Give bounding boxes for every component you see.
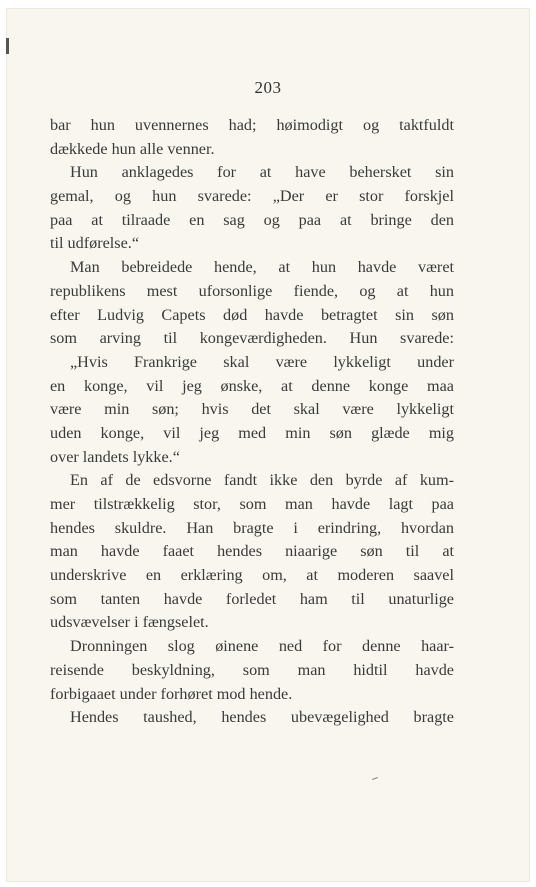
text-line: som arving til kongeværdigheden. Hun svarede: [50,329,454,348]
book-page [6,8,530,882]
stray-ink-mark [372,777,378,780]
text-line: gemal, og hun svarede: „Der er stor forskjel [50,187,454,206]
text-line: som tanten havde forledet ham til unaturlige [50,589,454,608]
text-line: republikens mest uforsonlige fiende, og at hun [50,281,454,300]
text-line: efter Ludvig Capets død havde betragtet sin søn [50,305,454,324]
text-line: underskrive en erklæring om, at moderen saavel [50,566,454,585]
text-line: mer tilstrækkelig stor, som man havde lagt paa [50,495,454,513]
text-line: til udførelse.“ [50,234,139,253]
text-line: reisende beskyldning, som man hidtil havde [50,660,454,679]
text-line: uden konge, vil jeg med min søn glæde mig [50,423,454,442]
text-line: „Hvis Frankrige skal være lykkeligt under [70,352,454,371]
text-line: Man bebreidede hende, at hun havde været [70,258,454,277]
text-line: Hendes taushed, hendes ubevægelighed bragte [70,708,454,727]
body-text [50,114,454,730]
text-line: dækkede hun alle venner. [50,139,215,158]
text-line: paa at tilraade en sag og paa at bringe den [50,210,454,229]
text-line: Hun anklagedes for at have behersket sin [70,163,454,182]
text-line: man havde faaet hendes niaarige søn til at [50,542,454,561]
text-line: En af de edsvorne fandt ikke den byrde af kum- [70,471,454,490]
page-number: 203 [254,78,282,97]
text-line: være min søn; hvis det skal være lykkeligt [50,400,454,419]
text-line: udsvævelser i fængselet. [50,613,209,632]
text-line: bar hun uvennernes had; høimodigt og taktfuldt [50,116,454,134]
text-line: hendes skuldre. Han bragte i erindring, hvordan [50,518,454,537]
binding-edge-mark [6,38,9,54]
text-line: en konge, vil jeg ønske, at denne konge maa [50,376,454,395]
text-line: forbigaaet under forhøret mod hende. [50,684,293,703]
text-line: over landets lykke.“ [50,447,180,466]
text-line: Dronningen slog øinene ned for denne haar- [70,637,454,656]
